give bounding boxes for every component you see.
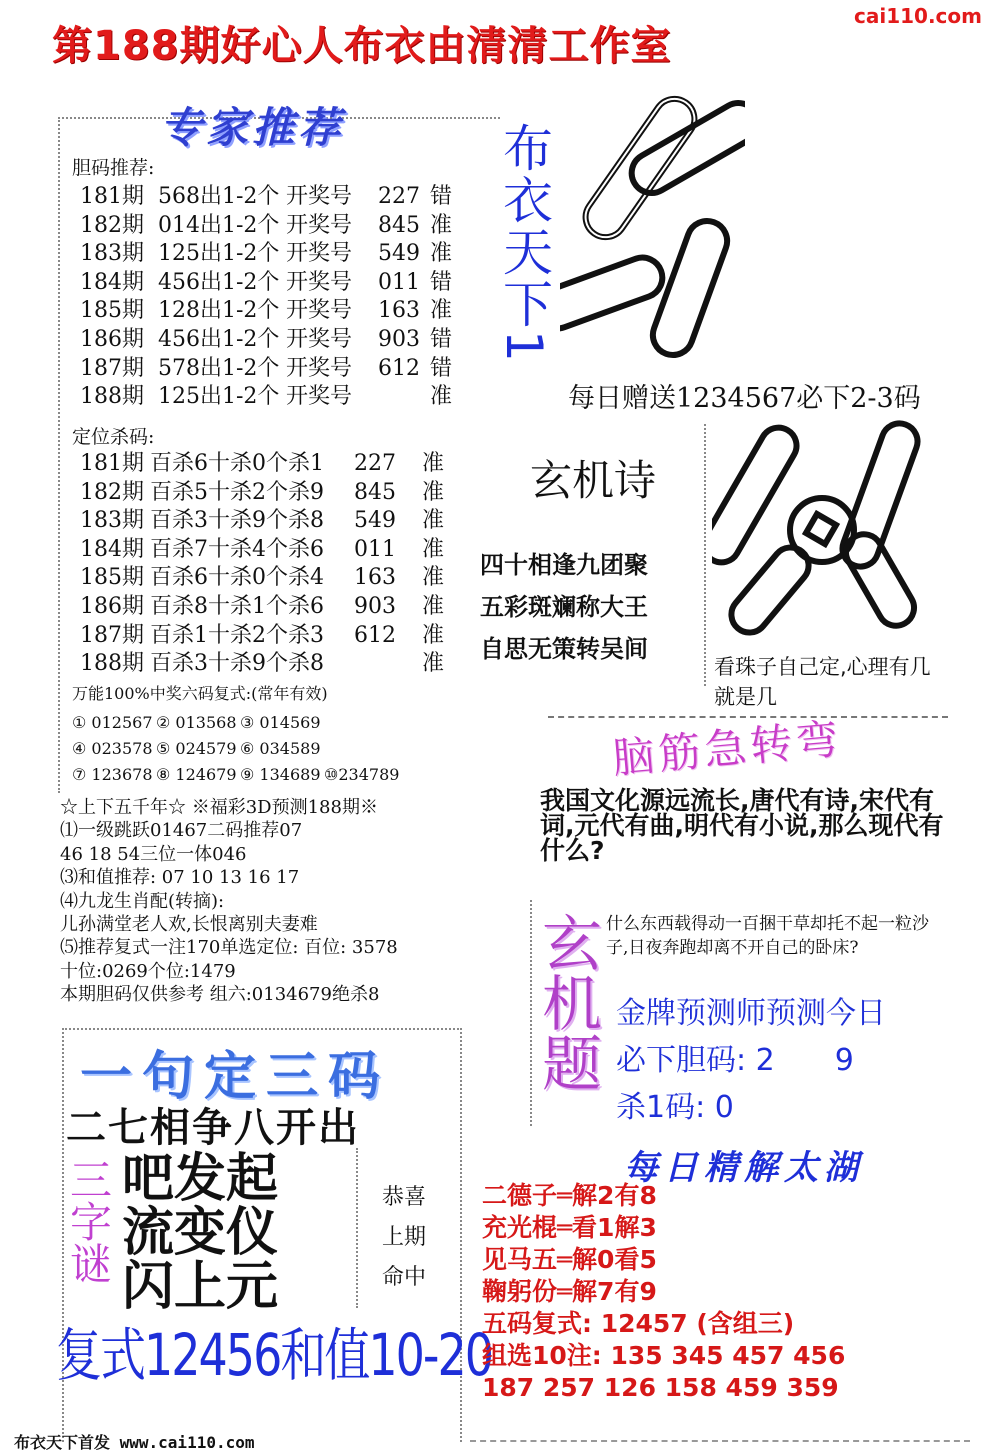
taihu-line: 鞠躬份═解7有9	[482, 1277, 657, 1306]
kill-cell: 163	[354, 565, 396, 591]
dan-cell: 227	[378, 184, 420, 209]
kill-cell: 845	[354, 479, 396, 505]
taihu-box	[470, 1130, 970, 1442]
dan-label: 胆码推荐:	[72, 157, 155, 179]
dan-row	[80, 355, 492, 384]
six-cell: ⑥ 034589	[240, 739, 321, 758]
prediction-line: ⑶和值推荐: 07 10 13 16 17	[60, 867, 300, 889]
three-char-label: 三字谜	[64, 1158, 113, 1284]
prediction-line: 儿孙满堂老人欢,长恨离别夫妻难	[60, 914, 318, 936]
dan-cell: 578出1-2个	[158, 355, 280, 381]
expert-title: 专家推荐	[160, 103, 345, 152]
prediction-line: 十位:0269个位:1479	[60, 960, 236, 982]
kill-cell: 185期	[80, 565, 144, 591]
dan-cell: 181期	[80, 184, 144, 209]
three-char-line: 流变仪	[122, 1203, 279, 1263]
dan-cell: 错	[430, 269, 453, 295]
kill-cell: 准	[422, 536, 445, 562]
dan-cell: 开奖号	[286, 212, 353, 238]
dan-cell: 错	[430, 326, 453, 352]
dan-cell: 准	[430, 241, 453, 267]
kill-cell	[354, 650, 422, 679]
six-row	[72, 736, 492, 762]
kill-cell: 227	[354, 451, 396, 476]
kill-cell: 549	[354, 508, 396, 534]
dan-cell: 开奖号	[286, 384, 353, 410]
dan-cell: 125出1-2个	[158, 241, 280, 267]
beads-note: 看珠子自己定,心理有几就是几	[714, 655, 931, 709]
dan-cell: 845	[378, 212, 420, 238]
dan-cell: 186期	[80, 326, 144, 352]
six-row	[72, 710, 492, 736]
kill-cell: 准	[422, 479, 445, 505]
dan-cell: 014出1-2个	[158, 212, 280, 238]
dan-cell: 开奖号	[286, 184, 353, 209]
prediction-line: 本期胆码仅供参考 组六:0134679绝杀8	[60, 984, 380, 1006]
daily-gift: 每日赠送1234567必下2-3码	[568, 383, 921, 414]
taihu-title: 每日精解太湖	[624, 1148, 864, 1188]
dan-cell: 开奖号	[286, 298, 353, 324]
brand-vertical: 布衣天下1	[495, 122, 553, 364]
hit-line: 上期	[382, 1225, 427, 1250]
dan-section	[72, 155, 492, 412]
gold-prediction	[616, 990, 886, 1131]
kill-cell: 百杀3十杀9个杀8	[150, 508, 324, 534]
dan-cell: 125出1-2个	[158, 384, 280, 410]
kill-cell: 181期	[80, 451, 144, 476]
three-char-line: 吧发起	[122, 1149, 279, 1209]
kill-cell: 612	[354, 622, 396, 648]
kill-cell: 准	[422, 593, 445, 619]
brain-title: 脑筋急转弯	[610, 714, 844, 783]
kill-cell: 百杀8十杀1个杀6	[150, 593, 324, 619]
dan-cell: 903	[378, 326, 420, 352]
dan-row	[80, 183, 492, 212]
six-section	[72, 684, 492, 788]
gold-line: 杀1码: 0	[616, 1090, 734, 1125]
dan-cell: 开奖号	[286, 326, 353, 352]
one-line-title: 一句定三码	[80, 1047, 391, 1107]
taihu-line: 组选10注: 135 345 457 456	[482, 1341, 846, 1370]
dan-row	[80, 240, 492, 269]
six-cell: ⑦ 123678	[72, 765, 153, 784]
kill-row	[80, 593, 492, 622]
kill-cell: 百杀1十杀2个杀3	[150, 622, 324, 648]
kill-cell: 183期	[80, 508, 144, 534]
six-cell: ③ 014569	[240, 713, 321, 732]
kill-cell: 准	[422, 451, 445, 476]
dan-cell: 128出1-2个	[158, 298, 280, 324]
kill-cell: 184期	[80, 536, 144, 562]
dan-cell: 开奖号	[286, 269, 353, 295]
dan-cell: 错	[430, 184, 453, 209]
prediction-line: ⑷九龙生肖配(转摘):	[60, 890, 225, 912]
dan-cell: 184期	[80, 269, 144, 295]
six-table	[72, 710, 492, 788]
dan-cell: 549	[378, 241, 420, 267]
dan-cell: 开奖号	[286, 355, 353, 381]
gold-line: 必下胆码: 2 9	[616, 1043, 854, 1078]
six-cell: ⑧ 124679	[156, 765, 237, 784]
kill-cell: 百杀6十杀0个杀4	[150, 565, 324, 591]
poem-lines	[480, 544, 648, 670]
kill-cell: 准	[422, 651, 445, 677]
kill-cell: 187期	[80, 622, 144, 648]
poem-line: 四十相逢九团聚	[480, 551, 648, 579]
poem-line: 五彩斑斓称大王	[480, 593, 648, 621]
six-cell: ④ 023578	[72, 739, 153, 758]
prediction-list	[60, 796, 398, 1007]
kill-cell: 182期	[80, 479, 144, 505]
kill-label: 定位杀码:	[72, 426, 155, 448]
dan-cell: 011	[378, 269, 420, 295]
dan-row	[80, 297, 492, 326]
dan-table	[80, 183, 492, 412]
six-cell: ⑩234789	[324, 765, 400, 784]
kill-cell: 准	[422, 565, 445, 591]
mystery-text: 什么东西载得动一百捆干草却托不起一粒沙子,日夜奔跑却离不开自己的卧床?	[606, 914, 929, 958]
prediction-line: ⑸推荐复式一注170单选定位: 百位: 3578	[60, 937, 398, 959]
kill-cell: 011	[354, 536, 396, 562]
six-cell: ⑨ 134689	[240, 765, 321, 784]
three-char-line: 闪上元	[122, 1257, 279, 1317]
dan-cell: 185期	[80, 298, 144, 324]
poem-line: 自思无策转吴间	[480, 635, 648, 663]
kill-cell: 百杀7十杀4个杀6	[150, 536, 324, 562]
kill-row	[80, 536, 492, 565]
gold-line: 金牌预测师预测今日	[616, 996, 886, 1031]
dan-row	[80, 383, 492, 412]
dan-cell: 456出1-2个	[158, 269, 280, 295]
dan-row	[80, 269, 492, 298]
taihu-line: 见马五═解0看5	[482, 1245, 657, 1274]
hit-line: 命中	[382, 1265, 427, 1290]
kill-cell: 准	[422, 508, 445, 534]
dan-cell: 456出1-2个	[158, 326, 280, 352]
dan-cell: 187期	[80, 355, 144, 381]
taihu-line: 二德子═解2有8	[482, 1181, 657, 1210]
six-cell: ② 013568	[156, 713, 237, 732]
kill-row	[80, 650, 492, 679]
six-label: 万能100%中奖六码复式:(常年有效)	[72, 684, 328, 703]
six-row	[72, 762, 492, 788]
prediction-line: ⑴一级跳跃01467二码推荐07	[60, 820, 303, 842]
kill-cell: 903	[354, 593, 396, 619]
dan-cell	[378, 383, 430, 412]
mystery-vtitle: 玄机题	[532, 912, 602, 1092]
dan-cell: 188期	[80, 384, 144, 410]
dan-cell: 准	[430, 384, 453, 410]
six-cell: ⑤ 024579	[156, 739, 237, 758]
dan-cell: 612	[378, 355, 420, 381]
site-logo[interactable]: cai110.com	[854, 4, 982, 28]
poem-title: 玄机诗	[530, 456, 657, 505]
dan-cell: 163	[378, 298, 420, 324]
hit-line: 恭喜	[382, 1185, 427, 1210]
three-char-lines	[122, 1149, 279, 1317]
taihu-line: 充光棍═看1解3	[482, 1213, 657, 1242]
kill-row	[80, 479, 492, 508]
kill-cell: 准	[422, 622, 445, 648]
footer-text: 布衣天下首发 www.cai110.com	[14, 1433, 255, 1452]
dan-cell: 开奖号	[286, 241, 353, 267]
dan-cell: 准	[430, 298, 453, 324]
dan-cell: 错	[430, 355, 453, 381]
kill-cell: 186期	[80, 593, 144, 619]
kill-row	[80, 564, 492, 593]
taihu-line: 187 257 126 158 459 359	[482, 1373, 839, 1402]
chain-links-image	[560, 78, 745, 372]
prediction-line: 46 18 54三位一体046	[60, 843, 247, 865]
hit-lines	[382, 1178, 426, 1298]
kill-row	[80, 622, 492, 651]
dan-cell: 182期	[80, 212, 144, 238]
kill-table	[80, 450, 492, 679]
kill-cell: 188期	[80, 651, 144, 677]
taihu-line: 五码复式: 12457 (含组三)	[482, 1309, 795, 1338]
prediction-line: ☆上下五千年☆ ※福彩3D预测188期※	[60, 797, 378, 818]
dan-cell: 183期	[80, 241, 144, 267]
kill-cell: 百杀3十杀9个杀8	[150, 651, 324, 677]
kill-cell: 百杀5十杀2个杀9	[150, 479, 324, 505]
six-cell: ① 012567	[72, 713, 153, 732]
dan-cell: 准	[430, 212, 453, 238]
page-title: 第188期好心人布衣由清清工作室	[52, 23, 672, 69]
dan-row	[80, 326, 492, 355]
brain-text: 我国文化源远流长,唐代有诗,宋代有词,元代有曲,明代有小说,那么现代有什么?	[540, 786, 944, 865]
beads-chain-image	[712, 420, 942, 638]
dan-row	[80, 212, 492, 241]
dan-cell: 568出1-2个	[158, 184, 280, 209]
fushi-text: 复式12456和值10-20	[56, 1321, 492, 1389]
kill-section	[72, 424, 492, 679]
one-line-riddle: 二七相争八开出	[66, 1105, 360, 1151]
kill-row	[80, 507, 492, 536]
kill-row	[80, 450, 492, 479]
kill-cell: 百杀6十杀0个杀1	[150, 451, 324, 476]
